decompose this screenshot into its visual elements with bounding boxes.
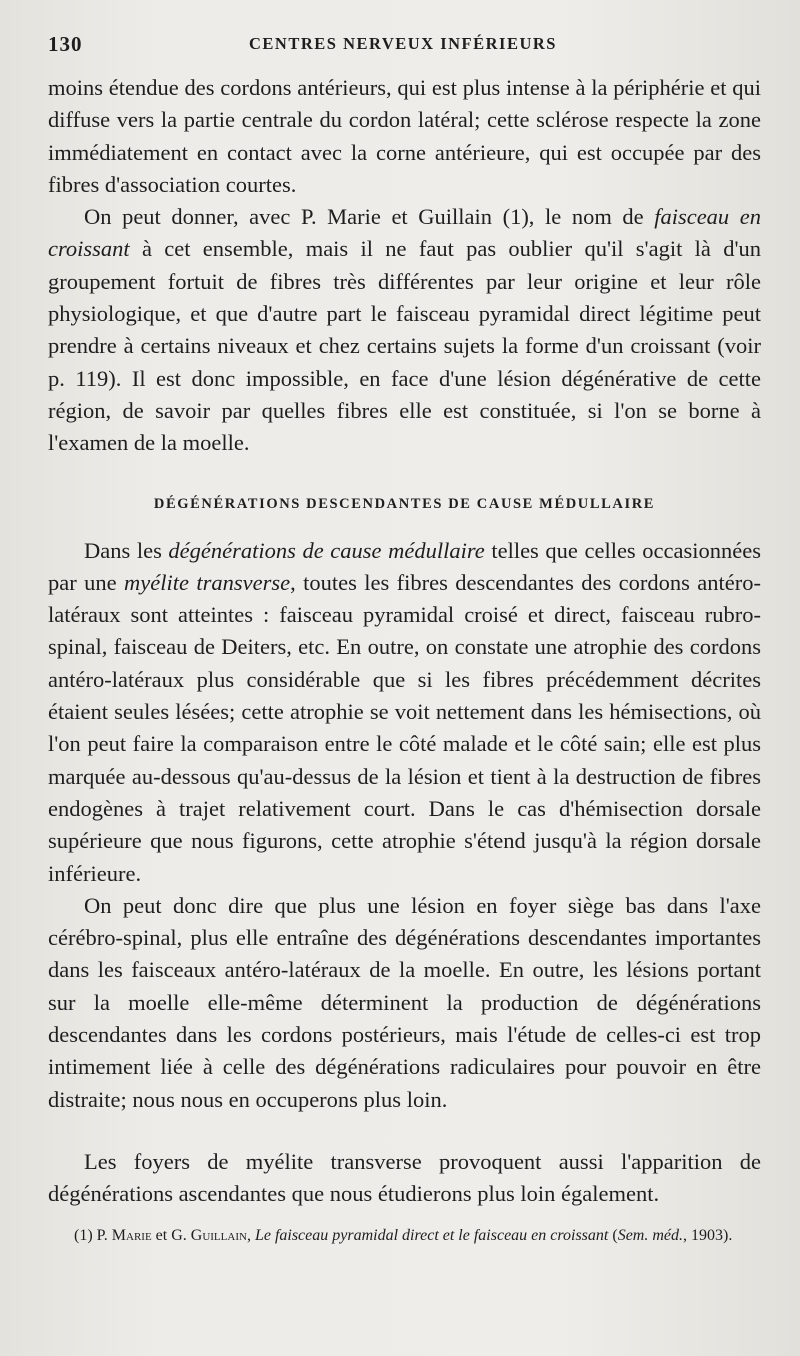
paragraph-3-italic-1: dégénérations de cause médullaire [168, 537, 485, 563]
page-number: 130 [48, 32, 83, 56]
paragraph-3-text-b: telles que celles occasionnées par une [48, 537, 761, 595]
paragraph-5 [48, 1146, 761, 1211]
paragraph-4-text: On peut donc dire que plus une lésion en foyer siège bas dans l'axe cérébro-spinal, plus elle entraîne des dégénérations descendantes importantes dans les faisceaux antéro-latéraux de la moelle. En outre, les lésions portant sur la moelle elle-même déterminent la production de dégénérations descendantes dans les cordons postérieurs, mais l'étude de celles-ci est trop intimement liée à celle des dégénérations radiculaires pour pouvoir en être distraite; nous nous en occuperons plus loin. [48, 892, 761, 1112]
paragraph-4 [48, 890, 761, 1116]
paragraph-1-text: moins étendue des cordons antérieurs, qui est plus intense à la périphérie et qui diffuse vers la partie centrale du cordon latéral; cette sclérose respecte la zone immédiatement en contact avec la corne antérieure, qui est occupée par des fibres d'association courtes. [48, 75, 761, 197]
paragraph-1 [48, 72, 761, 201]
footnote-author-1: P. Marie [96, 1226, 152, 1244]
paragraph-3-text-c: , toutes les fibres descendantes des cordons antéro-latéraux sont atteintes : faisceau pyramidal croisé et direct, faisceau rubro-spinal, faisceau de Deiters, etc. En outre, on constate une atrophie des cordons antéro-latéraux plus considérable que si les fibres précédemment décrites étaient seules lésées; cette atrophie se voit nettement dans les hémisections, où l'on peut faire la comparaison entre le côté malade et le côté sain; elle est plus marquée au-dessous qu'au-dessus de la lésion et tient à la destruction de fibres endogènes à trajet relativement court. Dans le cas d'hémisection dorsale supérieure que nous figurons, cette atrophie s'étend jusqu'à la région dorsale inférieure. [48, 569, 762, 886]
paragraph-3-italic-2: myélite transverse [124, 569, 291, 595]
paragraph-2-text-b: à cet ensemble, mais il ne faut pas oublier qu'il s'agit là d'un groupement fortuit de fibres très différentes par leur origine et leur rôle physiologique, et que d'autre part le faisceau pyramidal direct légitime peut prendre à certains niveaux et chez certains sujets la forme d'un croissant (voir p. 119). Il est donc impossible, en face d'une lésion dégénérative de cette région, de savoir par quelles fibres elle est constituée, si l'on se borne à l'examen de la moelle. [48, 236, 761, 456]
footnote-source: Sem. méd. [617, 1226, 683, 1244]
footnote-source-open: ( [608, 1226, 618, 1244]
paragraph-2-italic: faisceau en croissant [48, 204, 761, 262]
paragraph-3-text-a: Dans les [84, 537, 169, 563]
footnote-separator: , [246, 1226, 255, 1244]
page-header [48, 32, 758, 62]
footnote [48, 1225, 761, 1247]
running-head: CENTRES NERVEUX INFÉRIEURS [249, 34, 557, 53]
paragraph-3 [48, 535, 761, 890]
footnote-source-close: , 1903). [683, 1226, 733, 1244]
paragraph-gap [48, 1116, 761, 1146]
paragraph-2-text-a: On peut donner, avec P. Marie et Guillain (1), le nom de [84, 204, 655, 230]
footnote-marker: (1) [74, 1226, 97, 1244]
page-body [48, 72, 761, 1247]
footnote-title: Le faisceau pyramidal direct et le faisceau en croissant [254, 1226, 609, 1244]
paragraph-5-text: Les foyers de myélite transverse provoquent aussi l'apparition de dégénérations ascendantes que nous étudierons plus loin également. [48, 1148, 761, 1207]
footnote-conjunction: et [151, 1226, 172, 1244]
section-title: DÉGÉNÉRATIONS DESCENDANTES DE CAUSE MÉDULLAIRE [153, 495, 656, 512]
footnote-author-2: G. Guillain [171, 1226, 247, 1244]
paragraph-2 [48, 201, 761, 459]
